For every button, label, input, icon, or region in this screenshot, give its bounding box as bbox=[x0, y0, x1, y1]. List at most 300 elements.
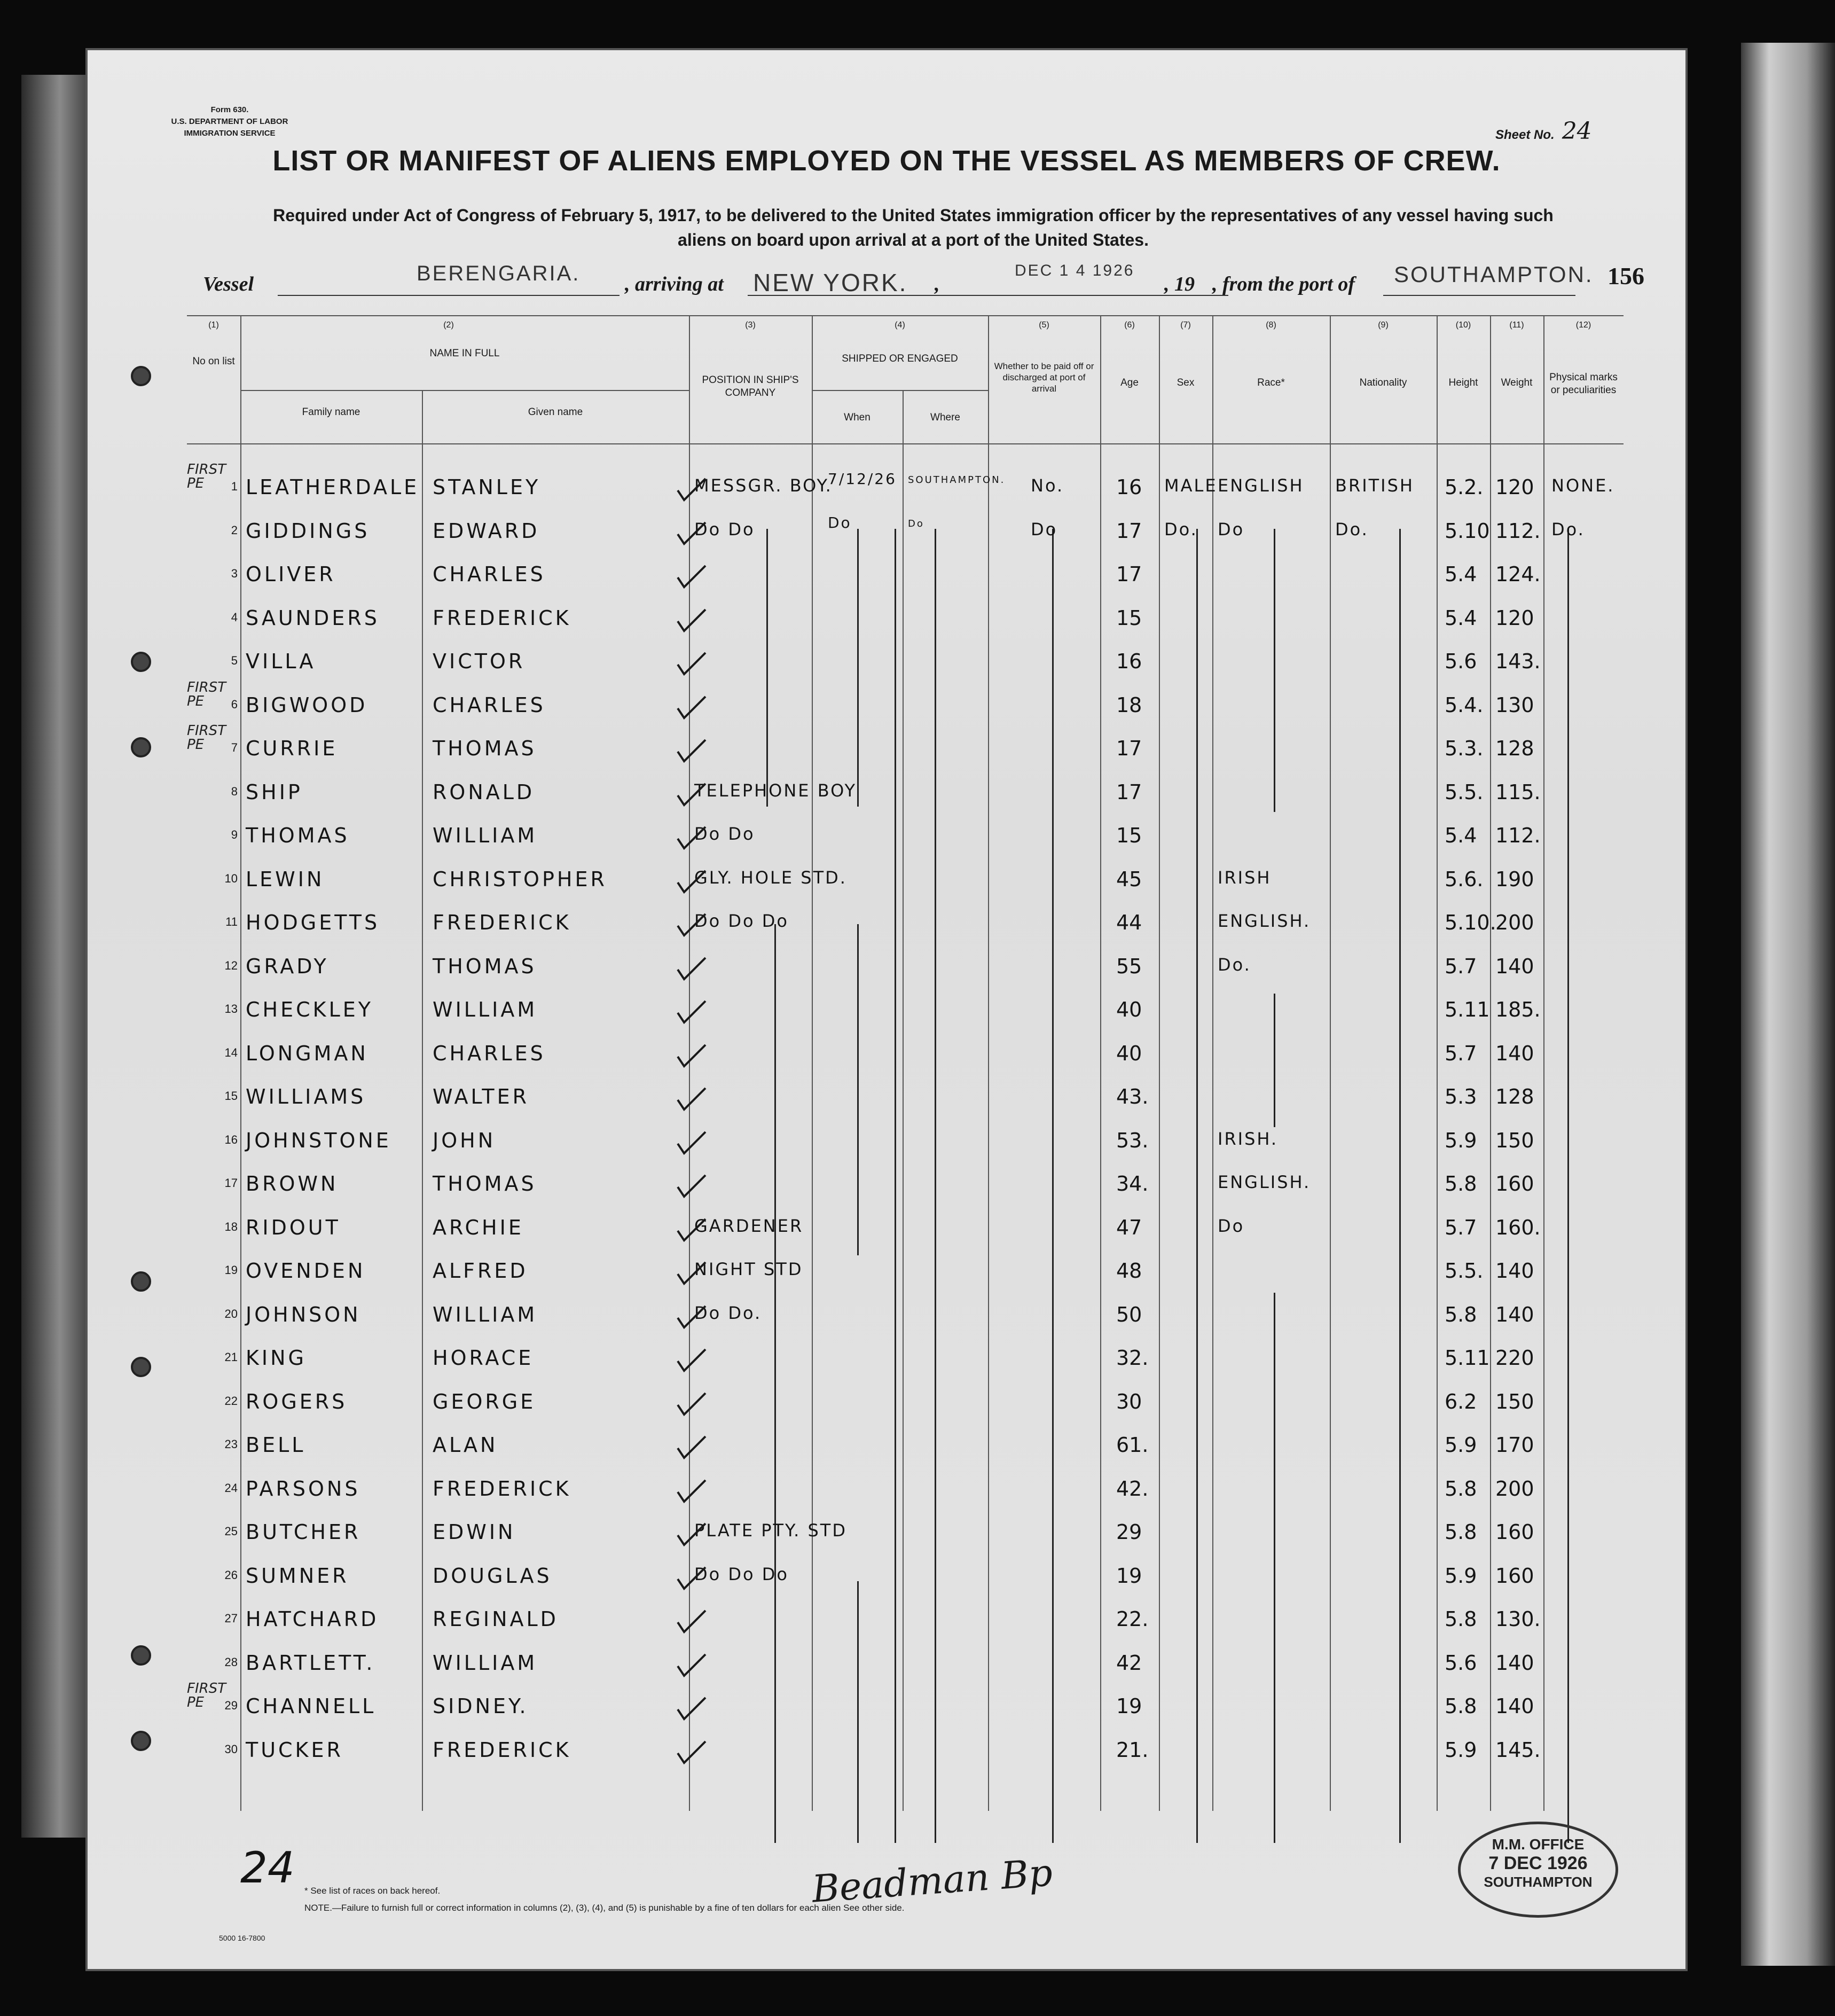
col-num-4: (4) bbox=[895, 321, 905, 330]
family-name: THOMAS bbox=[246, 824, 350, 847]
table-row bbox=[85, 1298, 1688, 1341]
family-name: LEWIN bbox=[246, 867, 325, 891]
height: 5.4 bbox=[1445, 824, 1477, 847]
row-number: 21 bbox=[224, 1350, 238, 1364]
family-name: SUMNER bbox=[246, 1564, 349, 1588]
col-num-1: (1) bbox=[208, 321, 219, 330]
given-name: RONALD bbox=[433, 780, 535, 804]
height: 5.8 bbox=[1445, 1172, 1477, 1195]
col-num-3: (3) bbox=[745, 321, 756, 330]
family-name: WILLIAMS bbox=[246, 1085, 366, 1108]
table-row bbox=[85, 1341, 1688, 1385]
table-row bbox=[85, 949, 1688, 993]
row-number: 19 bbox=[224, 1263, 238, 1277]
check-mark-icon bbox=[676, 1217, 708, 1244]
row-number: 2 bbox=[231, 523, 238, 537]
col-num-7: (7) bbox=[1180, 321, 1191, 330]
first-pe-note: FIRST PE bbox=[187, 462, 226, 491]
weight: 128 bbox=[1495, 1085, 1534, 1108]
check-mark-icon bbox=[676, 825, 708, 851]
position: Do Do. bbox=[694, 1302, 762, 1323]
col-num-2: (2) bbox=[443, 321, 454, 330]
weight: 112. bbox=[1495, 824, 1541, 847]
race: IRISH. bbox=[1218, 1128, 1279, 1149]
shipped-where: Do bbox=[908, 518, 924, 529]
year-label: , 19 bbox=[1164, 273, 1195, 295]
table-row bbox=[85, 557, 1688, 601]
height: 5.6 bbox=[1445, 1651, 1477, 1675]
weight: 130 bbox=[1495, 693, 1534, 717]
age: 21. bbox=[1116, 1738, 1149, 1762]
family-name: BUTCHER bbox=[246, 1520, 361, 1544]
first-pe-note: FIRST PE bbox=[187, 1681, 226, 1710]
table-row bbox=[85, 1602, 1688, 1646]
header-given-name: Given name bbox=[528, 407, 583, 418]
table-row bbox=[85, 679, 1688, 732]
table-row bbox=[85, 775, 1688, 819]
check-mark-icon bbox=[676, 782, 708, 808]
col-num-6: (6) bbox=[1124, 321, 1135, 330]
given-name: DOUGLAS bbox=[433, 1564, 552, 1588]
family-name: CHANNELL bbox=[246, 1694, 377, 1718]
given-name: WILLIAM bbox=[433, 998, 538, 1021]
row-number: 18 bbox=[224, 1220, 238, 1233]
service: IMMIGRATION SERVICE bbox=[184, 129, 276, 138]
row-number: 9 bbox=[231, 828, 238, 841]
col-num-11: (11) bbox=[1509, 321, 1524, 330]
row-number: 11 bbox=[225, 915, 238, 928]
row-number: 1 bbox=[231, 480, 238, 493]
age: 15 bbox=[1116, 824, 1142, 847]
height: 5.7 bbox=[1445, 1215, 1477, 1239]
height: 5.9 bbox=[1445, 1128, 1477, 1152]
weight: 140 bbox=[1495, 1651, 1534, 1675]
header-age: Age bbox=[1120, 377, 1139, 388]
race: Do bbox=[1218, 1215, 1245, 1236]
check-mark-icon bbox=[676, 738, 708, 764]
check-mark-icon bbox=[676, 1652, 708, 1679]
height: 5.11 bbox=[1445, 998, 1490, 1021]
table-row bbox=[85, 1167, 1688, 1210]
col-num-10: (10) bbox=[1455, 321, 1471, 330]
row-number: 3 bbox=[231, 567, 238, 580]
weight: 140 bbox=[1495, 1302, 1534, 1326]
sheet-number-label: Sheet No. bbox=[1495, 128, 1555, 142]
table-row bbox=[85, 818, 1688, 862]
height: 5.10. bbox=[1445, 911, 1496, 934]
age: 15 bbox=[1116, 606, 1142, 630]
position: MESSGR. BOY. bbox=[694, 475, 833, 496]
table-row bbox=[85, 1559, 1688, 1603]
row-number: 14 bbox=[224, 1045, 238, 1059]
stamp-line-3: SOUTHAMPTON bbox=[1484, 1874, 1593, 1890]
position: Do Do Do bbox=[694, 1564, 789, 1584]
table-row bbox=[85, 1681, 1688, 1733]
height: 5.9 bbox=[1445, 1433, 1477, 1457]
stamp-line-1: M.M. OFFICE bbox=[1492, 1836, 1585, 1853]
family-name: BELL bbox=[246, 1433, 306, 1457]
age: 30 bbox=[1116, 1389, 1142, 1413]
given-name: CHARLES bbox=[433, 562, 546, 586]
subtitle-line-1: Required under Act of Congress of February 5, 1917, to be delivered to the United States immigration officer by the representatives of any vessel having such bbox=[273, 206, 1554, 225]
header-nationality: Nationality bbox=[1359, 377, 1407, 388]
family-name: BROWN bbox=[246, 1172, 339, 1195]
given-name: EDWARD bbox=[433, 519, 540, 543]
header-sex: Sex bbox=[1177, 377, 1195, 388]
date-stamp: DEC 1 4 1926 bbox=[1015, 262, 1135, 279]
punch-hole bbox=[131, 1357, 151, 1377]
height: 5.4 bbox=[1445, 606, 1477, 630]
weight: 170 bbox=[1495, 1433, 1534, 1457]
sheet-number bbox=[1495, 118, 1592, 145]
age: 17 bbox=[1116, 519, 1142, 543]
given-name: ALFRED bbox=[433, 1259, 528, 1283]
check-mark-icon bbox=[676, 956, 708, 982]
vessel-row: Vessel BERENGARIA. , arriving at NEW YORK. , DEC 1 4 1926 , 19 , from the port of SOUTHAMPTON. 156 bbox=[203, 262, 1644, 296]
given-name: ALAN bbox=[433, 1433, 498, 1457]
row-number: 12 bbox=[224, 958, 238, 972]
left-page-edge bbox=[21, 75, 85, 1838]
check-mark-icon bbox=[676, 912, 708, 939]
arriving-port: NEW YORK. bbox=[753, 269, 908, 296]
vessel-label: Vessel bbox=[203, 273, 254, 295]
row-number: 8 bbox=[231, 784, 238, 798]
age: 55 bbox=[1116, 954, 1142, 978]
row-number: 27 bbox=[224, 1612, 238, 1625]
header-no-on-list: No on list bbox=[192, 356, 235, 367]
penalty-note: NOTE.—Failure to furnish full or correct information in columns (2), (3), (4), and (5) is punishable by a fine of ten dollars for each alien See other side. bbox=[304, 1903, 905, 1913]
row-number: 30 bbox=[224, 1742, 238, 1756]
header-weight: Weight bbox=[1501, 377, 1533, 388]
height: 5.9 bbox=[1445, 1738, 1477, 1762]
height: 5.2. bbox=[1445, 475, 1484, 499]
age: 42 bbox=[1116, 1651, 1142, 1675]
height: 5.8 bbox=[1445, 1694, 1477, 1718]
manifest-sheet bbox=[85, 48, 1688, 1971]
total-handwritten: 24 bbox=[240, 1843, 295, 1893]
family-name: LEATHERDALE bbox=[246, 475, 420, 499]
age: 44 bbox=[1116, 911, 1142, 934]
punch-hole bbox=[131, 737, 151, 757]
age: 50 bbox=[1116, 1302, 1142, 1326]
height: 5.3 bbox=[1445, 1085, 1477, 1108]
check-mark-icon bbox=[676, 1260, 708, 1287]
punch-hole bbox=[131, 652, 151, 672]
row-number: 7 bbox=[231, 741, 238, 754]
race: Do. bbox=[1218, 954, 1251, 975]
row-number: 4 bbox=[231, 610, 238, 624]
given-name: HORACE bbox=[433, 1346, 534, 1370]
race: Do bbox=[1218, 519, 1245, 540]
weight: 130. bbox=[1495, 1607, 1541, 1631]
punch-hole bbox=[131, 1645, 151, 1666]
height: 5.7 bbox=[1445, 1041, 1477, 1065]
check-mark-icon bbox=[676, 999, 708, 1026]
weight: 140 bbox=[1495, 1259, 1534, 1283]
weight: 160 bbox=[1495, 1172, 1534, 1195]
page-title: LIST OR MANIFEST OF ALIENS EMPLOYED ON THE VESSEL AS MEMBERS OF CREW. bbox=[272, 145, 1501, 177]
check-mark-icon bbox=[676, 694, 708, 721]
sex: Do. bbox=[1164, 519, 1198, 540]
given-name: GEORGE bbox=[433, 1389, 536, 1413]
table-row bbox=[85, 1646, 1688, 1690]
header-name-in-full: NAME IN FULL bbox=[429, 348, 500, 359]
weight: 120 bbox=[1495, 606, 1534, 630]
given-name: STANLEY bbox=[433, 475, 541, 499]
table-row bbox=[85, 462, 1688, 514]
header-race: Race* bbox=[1257, 377, 1285, 388]
table-row bbox=[85, 514, 1688, 558]
row-number: 22 bbox=[224, 1394, 238, 1408]
family-name: KING bbox=[246, 1346, 307, 1370]
punch-hole bbox=[131, 366, 151, 386]
check-mark-icon bbox=[676, 1304, 708, 1331]
position: Do Do Do bbox=[694, 911, 789, 931]
height: 5.7 bbox=[1445, 954, 1477, 978]
age: 17 bbox=[1116, 780, 1142, 804]
height: 6.2 bbox=[1445, 1389, 1477, 1413]
age: 16 bbox=[1116, 475, 1142, 499]
table-row bbox=[85, 1515, 1688, 1559]
check-mark-icon bbox=[676, 476, 708, 503]
height: 5.3. bbox=[1445, 737, 1484, 760]
department: U.S. DEPARTMENT OF LABOR bbox=[171, 117, 288, 126]
family-name: SAUNDERS bbox=[246, 606, 380, 630]
family-name: JOHNSON bbox=[246, 1302, 361, 1326]
table-row bbox=[85, 601, 1688, 645]
given-name: CHARLES bbox=[433, 1041, 546, 1065]
header-where: Where bbox=[930, 412, 960, 423]
family-name: BARTLETT. bbox=[246, 1651, 375, 1675]
age: 42. bbox=[1116, 1476, 1149, 1501]
row-number: 16 bbox=[224, 1132, 238, 1146]
given-name: FREDERICK bbox=[433, 1738, 571, 1762]
check-mark-icon bbox=[676, 869, 708, 895]
row-number: 17 bbox=[224, 1176, 238, 1190]
check-mark-icon bbox=[676, 1565, 708, 1592]
given-name: JOHN bbox=[433, 1128, 496, 1152]
row-number: 29 bbox=[224, 1699, 238, 1712]
table-row bbox=[85, 1036, 1688, 1080]
age: 17 bbox=[1116, 562, 1142, 586]
row-number: 20 bbox=[224, 1307, 238, 1320]
age: 47 bbox=[1116, 1215, 1142, 1239]
given-name: SIDNEY. bbox=[433, 1694, 529, 1718]
age: 34. bbox=[1116, 1172, 1149, 1195]
check-mark-icon bbox=[676, 520, 708, 547]
col-num-9: (9) bbox=[1378, 321, 1389, 330]
arriving-label: , arriving at bbox=[625, 273, 724, 295]
weight: 190 bbox=[1495, 867, 1534, 891]
shipped-where: SOUTHAMPTON. bbox=[908, 474, 1006, 486]
family-name: CHECKLEY bbox=[246, 998, 373, 1021]
family-name: BIGWOOD bbox=[246, 693, 368, 717]
table-row bbox=[85, 723, 1688, 775]
paid-off: Do bbox=[1031, 519, 1058, 540]
header-height: Height bbox=[1448, 377, 1478, 388]
mm-office-stamp bbox=[1458, 1822, 1618, 1918]
family-name: OVENDEN bbox=[246, 1259, 366, 1283]
given-name: CHRISTOPHER bbox=[433, 867, 607, 891]
physical-marks: NONE. bbox=[1551, 475, 1615, 496]
physical-marks: Do. bbox=[1551, 519, 1585, 540]
weight: 220 bbox=[1495, 1346, 1534, 1370]
age: 29 bbox=[1116, 1520, 1142, 1544]
check-mark-icon bbox=[676, 1043, 708, 1069]
check-mark-icon bbox=[676, 1478, 708, 1505]
weight: 160 bbox=[1495, 1520, 1534, 1544]
weight: 200 bbox=[1495, 911, 1534, 934]
given-name: CHARLES bbox=[433, 693, 546, 717]
subtitle-line-2: aliens on board upon arrival at a port of the United States. bbox=[678, 230, 1149, 249]
given-name: FREDERICK bbox=[433, 1476, 571, 1501]
position: GLY. HOLE STD. bbox=[694, 867, 847, 888]
check-mark-icon bbox=[676, 651, 708, 677]
check-mark-icon bbox=[676, 1521, 708, 1548]
row-number: 6 bbox=[231, 697, 238, 711]
given-name: WILLIAM bbox=[433, 1651, 538, 1675]
from-label: , from the port of bbox=[1212, 273, 1355, 295]
check-mark-icon bbox=[676, 1739, 708, 1766]
height: 5.4 bbox=[1445, 562, 1477, 586]
family-name: HATCHARD bbox=[246, 1607, 379, 1631]
sheet-number-value: 24 bbox=[1562, 118, 1592, 145]
given-name: WALTER bbox=[433, 1085, 530, 1108]
nationality: BRITISH bbox=[1335, 475, 1414, 496]
check-mark-icon bbox=[676, 564, 708, 590]
age: 19 bbox=[1116, 1694, 1142, 1718]
check-mark-icon bbox=[676, 1130, 708, 1157]
right-page-edge bbox=[1741, 43, 1835, 1966]
age: 16 bbox=[1116, 650, 1142, 673]
weight: 112. bbox=[1495, 519, 1541, 543]
paid-off: No. bbox=[1031, 475, 1064, 496]
age: 18 bbox=[1116, 693, 1142, 717]
height: 5.4. bbox=[1445, 693, 1484, 717]
col-num-8: (8) bbox=[1266, 321, 1276, 330]
age: 40 bbox=[1116, 998, 1142, 1021]
height: 5.9 bbox=[1445, 1564, 1477, 1588]
table-row bbox=[85, 1123, 1688, 1167]
header-shipped: SHIPPED OR ENGAGED bbox=[842, 353, 958, 364]
position: TELEPHONE BOY bbox=[694, 780, 857, 801]
family-name: JOHNSTONE bbox=[246, 1128, 391, 1152]
height: 5.10 bbox=[1445, 519, 1490, 543]
manifest-number: 156 bbox=[1607, 262, 1644, 290]
age: 40 bbox=[1116, 1041, 1142, 1065]
position: Do Do bbox=[694, 824, 755, 844]
row-number: 26 bbox=[224, 1568, 238, 1582]
table-row bbox=[85, 1254, 1688, 1298]
age: 43. bbox=[1116, 1085, 1149, 1108]
punch-hole bbox=[131, 1731, 151, 1751]
row-number: 25 bbox=[224, 1525, 238, 1538]
vessel-name: BERENGARIA. bbox=[417, 262, 581, 285]
check-mark-icon bbox=[676, 1391, 708, 1418]
page-subtitle bbox=[192, 203, 1634, 252]
shipped-when: Do bbox=[828, 513, 852, 532]
row-number: 23 bbox=[224, 1437, 238, 1451]
race: IRISH bbox=[1218, 867, 1272, 888]
weight: 120 bbox=[1495, 475, 1534, 499]
header-family-name: Family name bbox=[302, 407, 360, 418]
table-row bbox=[85, 862, 1688, 906]
given-name: WILLIAM bbox=[433, 1302, 538, 1326]
weight: 200 bbox=[1495, 1476, 1534, 1501]
row-number: 28 bbox=[224, 1655, 238, 1669]
height: 5.5. bbox=[1445, 1259, 1484, 1283]
given-name: FREDERICK bbox=[433, 606, 571, 630]
check-mark-icon bbox=[676, 1347, 708, 1374]
family-name: SHIP bbox=[246, 780, 303, 804]
age: 32. bbox=[1116, 1346, 1149, 1370]
table-row bbox=[85, 644, 1688, 688]
table-row bbox=[85, 1080, 1688, 1123]
form-info bbox=[150, 104, 310, 139]
age: 22. bbox=[1116, 1607, 1149, 1631]
height: 5.11 bbox=[1445, 1346, 1490, 1370]
given-name: THOMAS bbox=[433, 954, 537, 978]
given-name: THOMAS bbox=[433, 737, 537, 760]
position: Do Do bbox=[694, 519, 755, 540]
weight: 143. bbox=[1495, 650, 1541, 673]
table-row bbox=[85, 1210, 1688, 1254]
given-name: REGINALD bbox=[433, 1607, 559, 1631]
weight: 140 bbox=[1495, 1041, 1534, 1065]
departure-port: SOUTHAMPTON. bbox=[1394, 262, 1594, 287]
given-name: THOMAS bbox=[433, 1172, 537, 1195]
height: 5.8 bbox=[1445, 1302, 1477, 1326]
age: 48 bbox=[1116, 1259, 1142, 1283]
header-when: When bbox=[844, 412, 871, 423]
table-row bbox=[85, 1428, 1688, 1472]
header-position: POSITION IN SHIP'S COMPANY bbox=[702, 374, 799, 398]
table-row bbox=[85, 1472, 1688, 1515]
age: 61. bbox=[1116, 1433, 1149, 1457]
weight: 185. bbox=[1495, 998, 1541, 1021]
weight: 160. bbox=[1495, 1215, 1541, 1239]
header-physical-marks: Physical marks or peculiarities bbox=[1549, 372, 1618, 396]
race: ENGLISH bbox=[1218, 475, 1304, 496]
races-note: * See list of races on back hereof. bbox=[304, 1886, 441, 1896]
table-row bbox=[85, 905, 1688, 949]
check-mark-icon bbox=[676, 1434, 708, 1461]
family-name: GRADY bbox=[246, 954, 329, 978]
table-row bbox=[85, 993, 1688, 1036]
given-name: FREDERICK bbox=[433, 911, 571, 934]
row-number: 10 bbox=[224, 871, 238, 885]
family-name: CURRIE bbox=[246, 737, 338, 760]
table-row bbox=[85, 1385, 1688, 1428]
position: GARDENER bbox=[694, 1215, 804, 1236]
check-mark-icon bbox=[676, 1086, 708, 1113]
punch-hole bbox=[131, 1271, 151, 1292]
header-paid-off: Whether to be paid off or discharged at port of arrival bbox=[994, 361, 1094, 394]
first-pe-note: FIRST PE bbox=[187, 723, 226, 753]
family-name: GIDDINGS bbox=[246, 519, 370, 543]
family-name: RIDOUT bbox=[246, 1215, 341, 1239]
given-name: ARCHIE bbox=[433, 1215, 524, 1239]
given-name: VICTOR bbox=[433, 650, 526, 673]
family-name: TUCKER bbox=[246, 1738, 343, 1762]
family-name: HODGETTS bbox=[246, 911, 380, 934]
shipped-when: 7/12/26 bbox=[828, 470, 897, 488]
table-row bbox=[85, 1733, 1688, 1777]
row-number: 5 bbox=[231, 654, 238, 667]
first-pe-note: FIRST PE bbox=[187, 679, 226, 709]
weight: 150 bbox=[1495, 1128, 1534, 1152]
col-num-12: (12) bbox=[1575, 321, 1591, 330]
